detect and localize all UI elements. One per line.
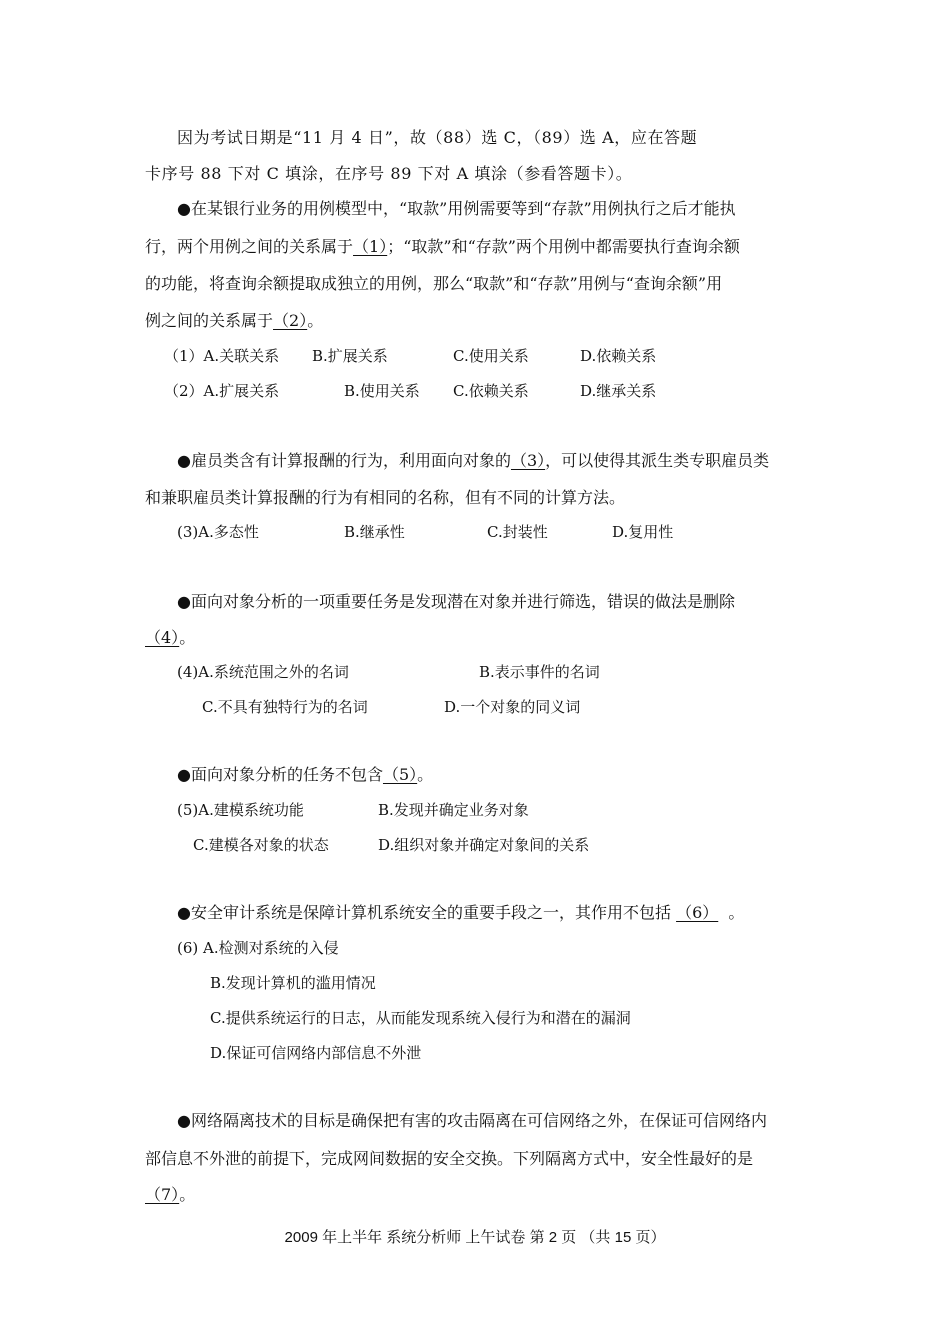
q4-option-a: (4)A.系统范围之外的名词 [177, 663, 349, 681]
blank-2: （2） [273, 311, 308, 330]
q4-option-d: D.一个对象的同义词 [444, 698, 581, 716]
blank-5: （5） [382, 765, 418, 784]
q7-stem-line-3: （7）。 [145, 1185, 196, 1204]
q5-option-a: (5)A.建模系统功能 [177, 801, 304, 819]
q2-option-a: （2）A.扩展关系 [164, 382, 280, 400]
q6-option-b: B.发现计算机的滥用情况 [210, 974, 376, 992]
q1-option-d: D.依赖关系 [580, 347, 657, 365]
q5-option-d: D.组织对象并确定对象间的关系 [378, 836, 590, 854]
q12-stem-line-3: 的功能，将查询余额提取成独立的用例，那么“取款”和“存款”用例与“查询余额”用 [145, 274, 723, 293]
q3-option-a: (3)A.多态性 [177, 523, 259, 541]
q4-stem-line-2: （4）。 [145, 628, 196, 647]
q7-stem-line-2: 部信息不外泄的前提下，完成网间数据的安全交换。下列隔离方式中，安全性最好的是 [145, 1149, 754, 1168]
q5-option-b: B.发现并确定业务对象 [378, 801, 529, 819]
q2-option-d: D.继承关系 [580, 382, 657, 400]
page-footer: 2009 年上半年 系统分析师 上午试卷 第 2 页 （共 15 页） [284, 1229, 666, 1246]
intro-line-1: 因为考试日期是“11 月 4 日”，故（88）选 C，（89）选 A，应在答题 [177, 128, 698, 147]
q12-stem-line-4: 例之间的关系属于（2）。 [145, 311, 324, 330]
q3-stem-line-2: 和兼职雇员类计算报酬的行为有相同的名称，但有不同的计算方法。 [145, 488, 626, 507]
q4-stem-line-1: ●面向对象分析的一项重要任务是发现潜在对象并进行筛选，错误的做法是删除 [177, 592, 735, 611]
blank-1: （1） [353, 237, 388, 256]
blank-3: （3） [510, 451, 546, 470]
q3-option-b: B.继承性 [344, 523, 405, 541]
q6-stem-line-1: ●安全审计系统是保障计算机系统安全的重要手段之一，其作用不包括 （6） 。 [177, 903, 745, 922]
q5-stem-line-1: ●面向对象分析的任务不包含（5）。 [177, 765, 434, 784]
q6-option-c: C.提供系统运行的日志，从而能发现系统入侵行为和潜在的漏洞 [210, 1009, 631, 1027]
q4-option-b: B.表示事件的名词 [479, 663, 600, 681]
q3-stem-line-1: ●雇员类含有计算报酬的行为，利用面向对象的（3），可以使得其派生类专职雇员类 [177, 451, 770, 470]
q12-stem-line-1: ●在某银行业务的用例模型中，“取款”用例需要等到“存款”用例执行之后才能执 [177, 199, 736, 218]
q1-option-c: C.使用关系 [453, 347, 529, 365]
q2-option-c: C.依赖关系 [453, 382, 529, 400]
blank-4: （4） [145, 628, 180, 647]
q12-stem-line-2: 行，两个用例之间的关系属于（1）；“取款”和“存款”两个用例中都需要执行查询余额 [145, 237, 740, 256]
q6-option-a: (6) A.检测对系统的入侵 [177, 939, 339, 957]
intro-line-2: 卡序号 88 下对 C 填涂，在序号 89 下对 A 填涂（参看答题卡）。 [145, 164, 633, 183]
q4-option-c: C.不具有独特行为的名词 [202, 698, 368, 716]
q1-option-a: （1）A.关联关系 [164, 347, 280, 365]
blank-6: （6） [676, 903, 719, 922]
q2-option-b: B.使用关系 [344, 382, 420, 400]
blank-7: （7） [145, 1185, 180, 1204]
q1-option-b: B.扩展关系 [312, 347, 388, 365]
q6-option-d: D.保证可信网络内部信息不外泄 [210, 1044, 422, 1062]
q3-option-c: C.封装性 [487, 523, 548, 541]
q3-option-d: D.复用性 [612, 523, 674, 541]
q7-stem-line-1: ●网络隔离技术的目标是确保把有害的攻击隔离在可信网络之外，在保证可信网络内 [177, 1111, 767, 1130]
q5-option-c: C.建模各对象的状态 [193, 836, 329, 854]
